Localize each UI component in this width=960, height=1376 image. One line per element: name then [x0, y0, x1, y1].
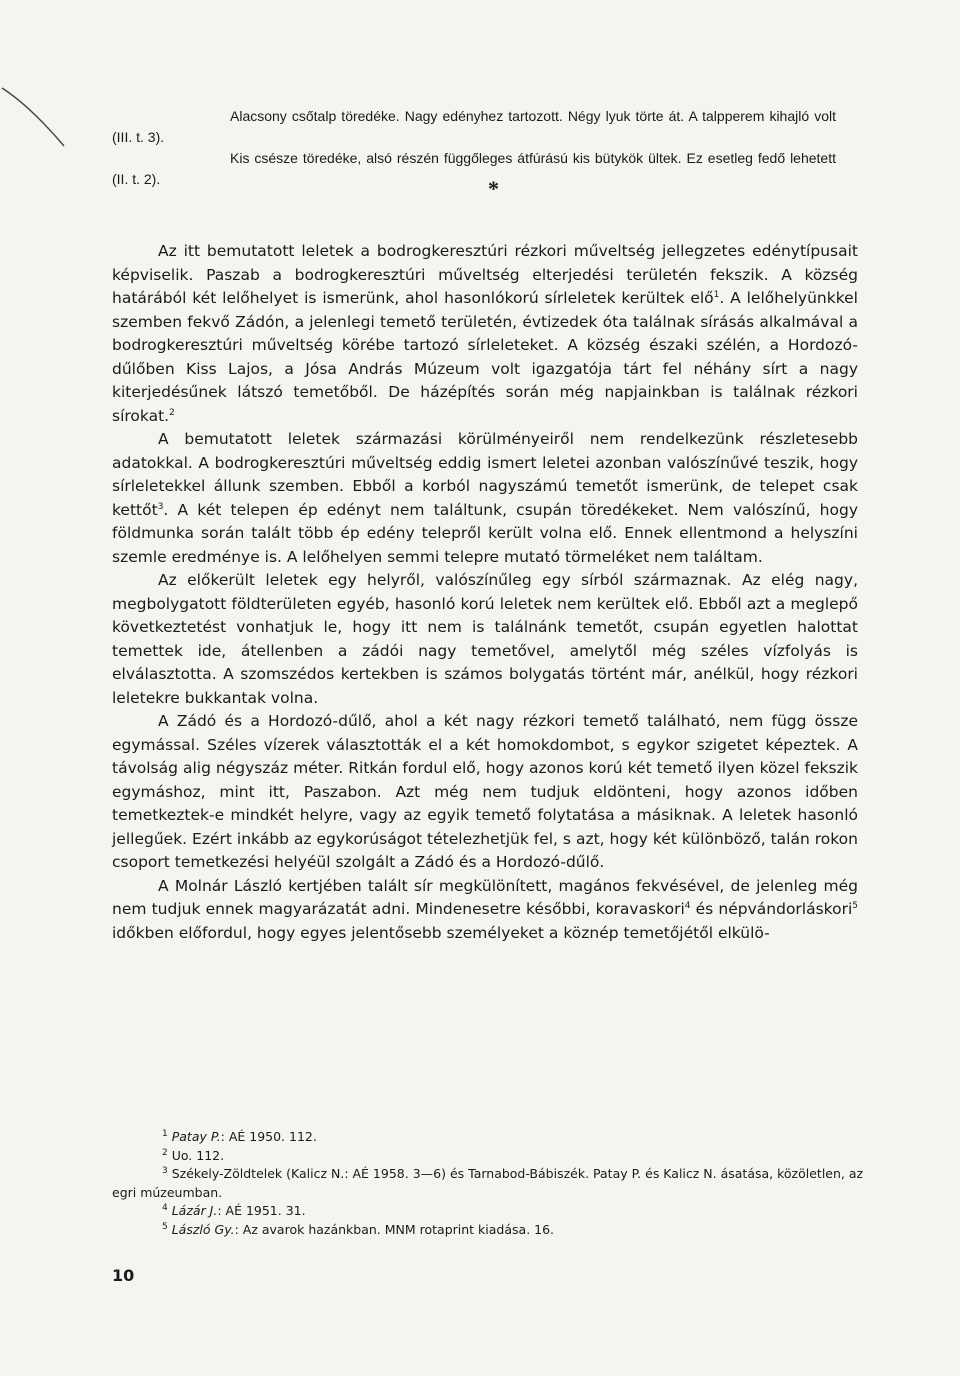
- body-paragraph-1: [112, 240, 858, 428]
- footnote-ref-3: 3: [157, 501, 164, 512]
- footnote-number: 2: [162, 1147, 168, 1158]
- footnote-number: 3: [162, 1165, 168, 1176]
- page-number: 10: [112, 1266, 135, 1285]
- footnote-text: : AÉ 1951. 31.: [217, 1203, 306, 1218]
- footnote-text: : AÉ 1950. 112.: [220, 1129, 317, 1144]
- footnote-2: [112, 1147, 872, 1166]
- footnote-author: Patay P.: [171, 1129, 221, 1144]
- body-paragraph-3: Az előkerült leletek egy helyről, valószínűleg egy sírból származnak. Az elég nagy, megbolygatott földterületen egyéb, hasonló korú leletek nem kerültek elő. Ebből azt a meglepő következtetést vonhatjuk le, hogy itt nem is találnánk temetőt, csupán egyetlen halottat temettek ide, átellenben a zádói nagy temetővel, amelytől még széles vízfolyás is elválasztotta. A szomszédos kertekben is számos bolygatás történt már, anélkül, hogy rézkori leletekre bukkantak volna.: [112, 571, 858, 707]
- intro-paragraph-2: Kis csésze töredéke, alsó részén függőleges átfúrású kis bütykök ültek. Ez esetleg fedő lehetett (II. t. 2).: [112, 150, 836, 187]
- main-text: [112, 240, 858, 945]
- footnote-ref-1: 1: [713, 289, 720, 300]
- text-segment: A Molnár László kertjében talált sír megkülönített, magános fekvésével, de jelenleg még nem tudjuk ennek magyarázatát adni. Mindenesetre későbbi, koravaskori: [112, 876, 858, 918]
- footnote-1: [112, 1128, 872, 1147]
- text-segment: és népvándorláskori: [690, 900, 853, 918]
- footnote-ref-4: 4: [684, 900, 691, 911]
- footnote-text: Székely-Zöldtelek (Kalicz N.: AÉ 1958. 3—6) és Tarnabod-Bábiszék. Patay P. és Kalicz N. ásatása, közöletlen, az egri múzeumban.: [112, 1166, 864, 1200]
- footnote-text: : Az avarok hazánkban. MNM rotaprint kiadása. 16.: [234, 1221, 555, 1237]
- scan-artifact-line: [0, 84, 72, 154]
- text-segment: . A két telepen ép edényt nem találtunk, csupán töredékeket. Nem valószínű, hogy földmunka során talált több ép edény telepről került volna elő. Ennek ellentmond a helyszíni szemle eredménye is. A lelőhelyen semmi telepre mutató törmeléket nem találtam.: [112, 500, 858, 566]
- footnote-number: 1: [162, 1128, 168, 1139]
- footnote-3: [112, 1165, 872, 1202]
- footnote-author: Lázár J.: [171, 1203, 218, 1218]
- text-segment: A bemutatott leletek származási körülményeiről nem rendelkezünk részletesebb adatokkal. A bodrogkeresztúri műveltség eddig ismert leletei azonban valószínűvé teszik, hogy sírleletekkel állunk szemben. Ebből a korból nagyszámú temetőt ismerünk, de telepet csak kettőt: [112, 430, 858, 519]
- body-paragraph-2: [112, 428, 858, 569]
- text-segment: időkben előfordul, hogy egyes jelentősebb személyeket a köznép temetőjétől elkülö-: [112, 923, 770, 942]
- footnote-5: [112, 1221, 872, 1240]
- footnote-4: [112, 1202, 872, 1221]
- footnote-number: 4: [162, 1202, 168, 1213]
- footnote-ref-2: 2: [169, 407, 175, 418]
- intro-paragraph-1: Alacsony csőtalp töredéke. Nagy edényhez tartozott. Négy lyuk törte át. A talpperem kihajló volt (III. t. 3).: [112, 108, 836, 145]
- body-paragraph-4: A Zádó és a Hordozó-dűlő, ahol a két nagy rézkori temető található, nem függ össze egymással. Széles vízerek választották el a két homokdombot, s egykor szigetet képeztek. A távolság alig négyszáz méter. Ritkán fordul elő, hogy azonos korú két temető ilyen közel fekszik egymáshoz, mint itt, Paszabon. Azt még nem tudjuk eldönteni, hogy azonos időben temetkeztek-e mindkét helyre, vagy az egyik temető folytatása a másiknak. A leletek hasonló jellegűek. Ezért inkább az egykorúságot tételezhetjük fel, s azt, hogy két különböző, talán rokon csoport temetkezési helyéül szolgált a Zádó és a Hordozó-dűlő.: [112, 712, 858, 871]
- intro-description: [112, 106, 836, 190]
- text-segment: Az itt bemutatott leletek a bodrogkeresztúri rézkori műveltség jellegzetes edénytípusait képviselik. Paszab a bodrogkeresztúri műveltség elterjedési területén fekszik. A község határából két lelőhelyet is ismerünk, ahol hasonlókorú sírleletek kerültek elő: [112, 242, 858, 307]
- section-separator: *: [488, 176, 499, 201]
- footnote-author: László Gy.: [171, 1221, 235, 1237]
- body-paragraph-5: [112, 875, 858, 946]
- footnote-ref-5: 5: [852, 900, 859, 911]
- footnote-number: 5: [162, 1221, 168, 1232]
- footnotes: [112, 1128, 872, 1239]
- text-segment: . A lelőhelyünkkel szemben fekvő Zádón, a jelenlegi temető területén, évtizedek óta találnak sírásás alkalmával a bodrogkeresztúri műveltség körébe tartozó sírleleteket. A község északi szélén, a Hordozó-dűlőben Kiss Lajos, a Jósa András Múzeum volt igazgatója tárt fel néhány sírt a nagy kiterjedésűnek látszó temetőből. De házépítés során még napjainkban is találnak rézkori sírokat.: [112, 289, 858, 425]
- footnote-text: Uo. 112.: [171, 1147, 225, 1163]
